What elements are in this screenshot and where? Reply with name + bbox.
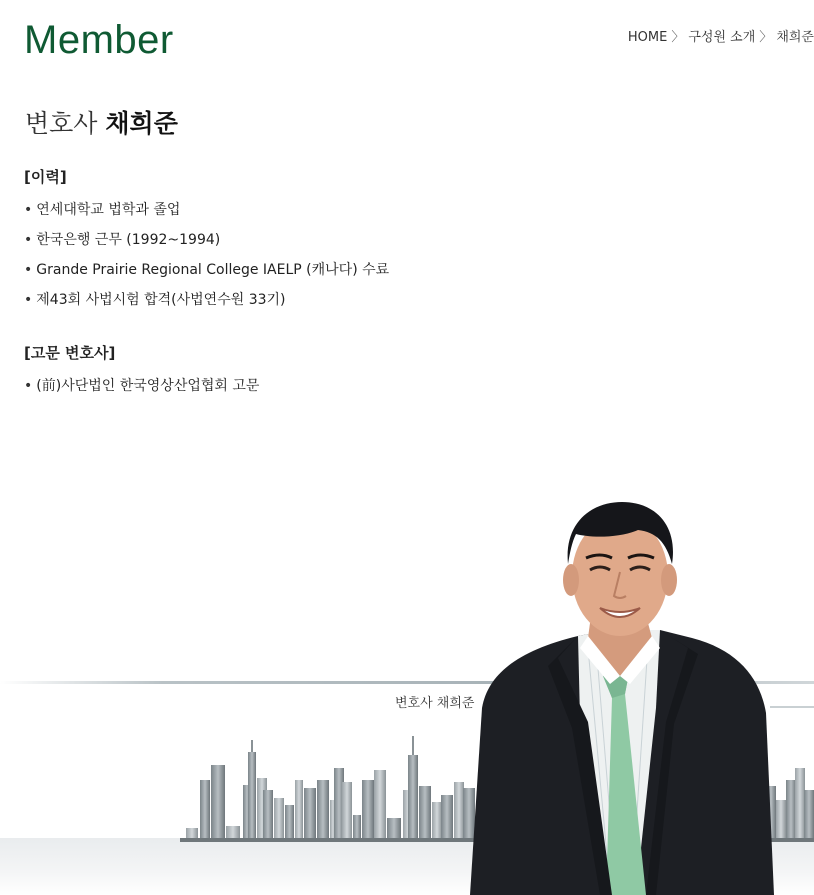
lawyer-photo: [460, 498, 780, 895]
advisor-section: [24, 342, 259, 406]
career-item: • 한국은행 근무 (1992~1994): [24, 230, 389, 260]
lawyer-title-prefix: 변호사: [25, 109, 98, 138]
breadcrumb-separator-icon: 〉: [671, 30, 685, 45]
breadcrumb-current: 채희준: [776, 30, 814, 45]
career-section-title: [이력]: [24, 168, 67, 186]
page-title: Member: [24, 18, 174, 62]
breadcrumb-separator-icon: 〉: [759, 30, 773, 45]
career-list: [24, 200, 389, 320]
career-item: • 연세대학교 법학과 졸업: [24, 200, 389, 230]
breadcrumb-members-link[interactable]: 구성원 소개: [688, 30, 756, 45]
advisor-list: [24, 376, 259, 406]
photo-caption: 변호사 채희준: [395, 696, 475, 711]
breadcrumb: [628, 26, 814, 45]
advisor-item: • (前)사단법인 한국영상산업협회 고문: [24, 376, 259, 406]
lawyer-name: 채희준: [105, 109, 178, 138]
lawyer-heading: [25, 104, 178, 140]
career-item: • Grande Prairie Regional College IAELP (캐나다) 수료: [24, 260, 389, 290]
breadcrumb-home-link[interactable]: HOME: [627, 30, 668, 45]
career-item: • 제43회 사법시험 합격(사법연수원 33기): [24, 290, 389, 320]
advisor-section-title: [고문 변호사]: [24, 344, 116, 362]
career-section: [24, 166, 389, 320]
